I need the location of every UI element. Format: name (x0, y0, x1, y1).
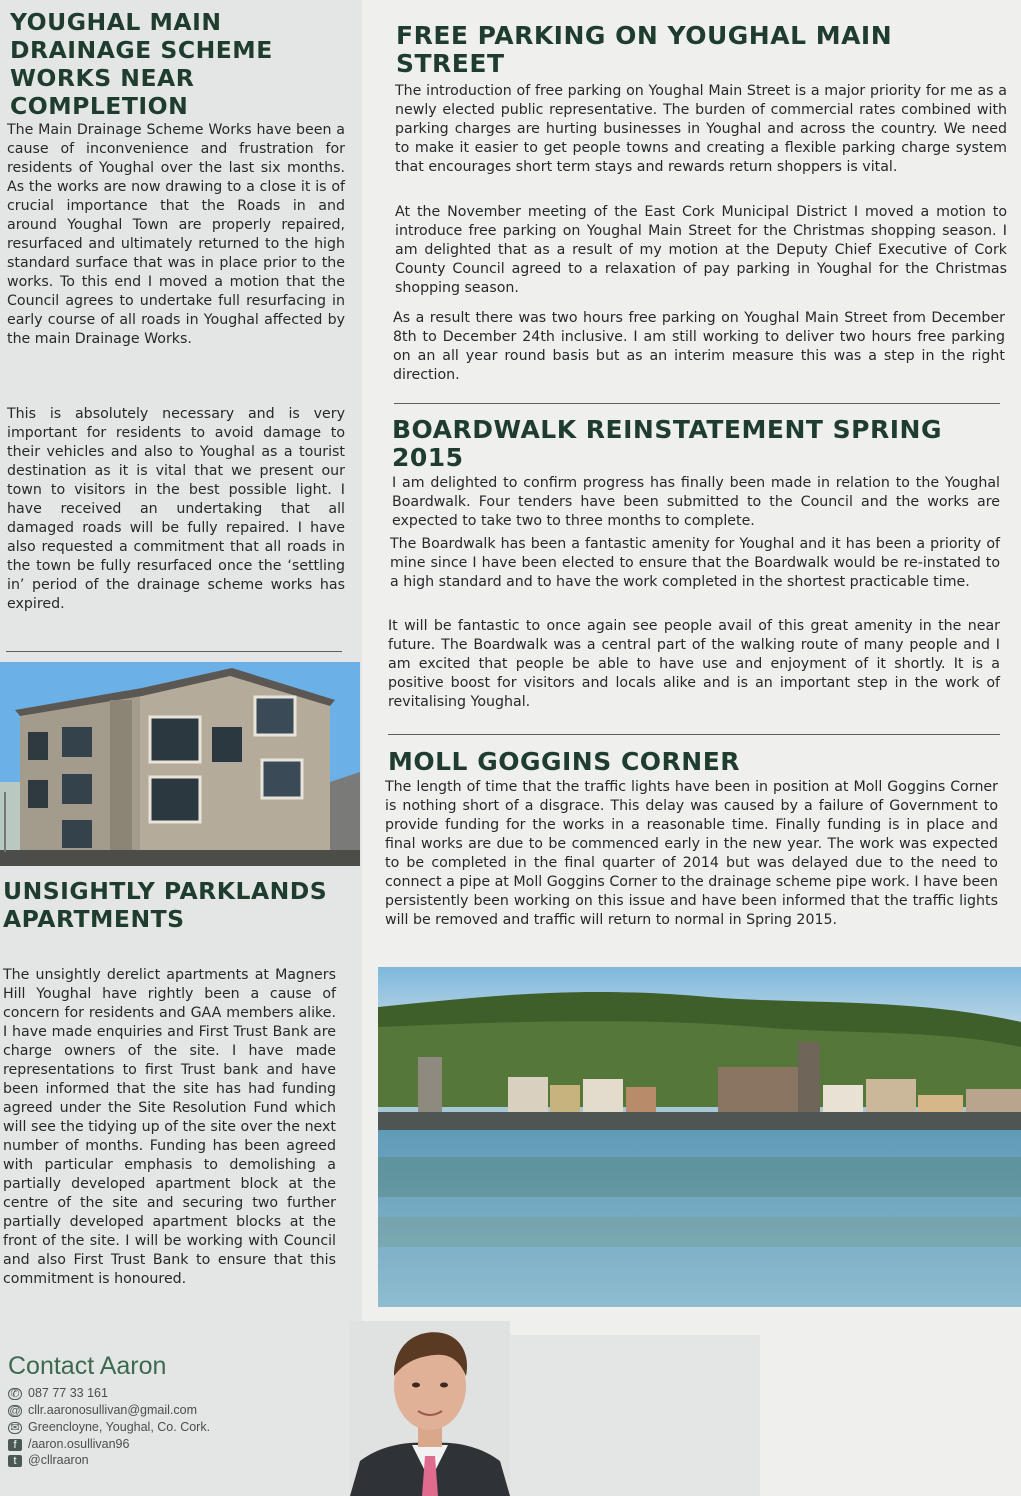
contact-twitter-text: @cllraaron (28, 1453, 89, 1467)
boardwalk-paragraph-1: I am delighted to confirm progress has finally been made in relation to the Youghal Boardwalk. Four tenders have been submitted to the Council and the works are expected to take two to three months to complete. (392, 475, 1000, 529)
parking-paragraph-3: As a result there was two hours free parking on Youghal Main Street from December 8th to December 24th inclusive. I am still working to deliver two hours free parking on an all year round basis but as an interim measure this was a step in the right direction. (393, 310, 1005, 383)
phone-icon: ✆ (8, 1388, 22, 1400)
envelope-icon: ✉ (8, 1422, 22, 1434)
contact-address (8, 1420, 210, 1434)
parking-heading: FREE PARKING ON YOUGHAL MAIN STREET (396, 21, 893, 78)
at-icon: @ (9, 1404, 21, 1417)
portrait-illustration (350, 1321, 510, 1496)
facebook-icon: f (8, 1439, 22, 1451)
moll-goggins-heading: MOLL GOGGINS CORNER (388, 747, 741, 776)
divider (394, 403, 1000, 404)
youghal-harbour-photo (378, 967, 1021, 1307)
contact-heading: Contact Aaron (8, 1352, 167, 1380)
drainage-paragraph-2: This is absolutely necessary and is very important for residents to avoid damage to their vehicles and also to Youghal as a tourist destination as it is vital that we present our town to visitors in the best possible light. I have received an undertaking that all damaged roads will be fully repaired. I have also requested a commitment that all roads in the town be fully resurfaced once the ‘settling in’ period of the drainage scheme works has expired. (7, 406, 345, 612)
drainage-paragraph-1: The Main Drainage Scheme Works have been a cause of inconvenience and frustration for residents of Youghal over the last six months. As the works are now drawing to a close it is of crucial importance that the Roads in and around Youghal Town are properly repaired, resurfaced and ultimately returned to the high standard surface that was in place prior to the works. To this end I moved a motion that the Council agrees to undertake full resurfacing in early course of all roads in Youghal affected by the main Drainage Works. (7, 122, 345, 347)
contact-phone-text: 087 77 33 161 (28, 1386, 108, 1400)
contact-email[interactable] (8, 1403, 197, 1417)
boardwalk-paragraph-3: It will be fantastic to once again see people avail of this great amenity in the near future. The Boardwalk was a central part of the walking route of many people and I am excited that people be able to have use and enjoyment of it shortly. It is a positive boost for visitors and locals alike and is an important step in the work of revitalising Youghal. (388, 618, 1000, 710)
youghal-harbour-illustration (378, 967, 1021, 1307)
apartments-illustration (0, 662, 360, 866)
parking-paragraph-1: The introduction of free parking on Youghal Main Street is a major priority for me as a newly elected public representative. The burden of commercial rates combined with parking charges are hurting businesses in Youghal and across the country. We need to make it easier to get people towns and creating a flexible parking charge system that encourages short term stays and rewards return shoppers is vital. (395, 83, 1007, 175)
contact-facebook-text: /aaron.osullivan96 (28, 1437, 130, 1451)
contact-address-text: Greencloyne, Youghal, Co. Cork. (28, 1420, 211, 1434)
parklands-heading: UNSIGHTLY PARKLANDS APARTMENTS (3, 877, 328, 933)
contact-email-text: cllr.aaronosullivan@gmail.com (28, 1403, 198, 1417)
parking-paragraph-2: At the November meeting of the East Cork Municipal District I moved a motion to introduce free parking on Youghal Main Street for the Christmas shopping season. I am delighted that as a result of my motion at the Deputy Chief Executive of Cork County Council agreed to a relaxation of pay parking in Youghal for the Christmas shopping season. (395, 204, 1007, 296)
parklands-paragraph: The unsightly derelict apartments at Magners Hill Youghal have rightly been a cause of concern for residents and GAA members alike. I have made enquiries and First Trust Bank are charge owners of the site. I have made representations to first Trust bank and have been informed that the site has had funding agreed under the Site Resolution Fund which will see the tidying up of the site over the next number of months. Funding has been agreed with particular emphasis to demolishing a partially developed apartment block at the centre of the site and securing two further partially developed apartment blocks at the front of the site. I will be working with Council and also First Trust Bank to ensure that this commitment is honoured. (3, 967, 336, 1287)
apartments-photo (0, 662, 360, 866)
contact-twitter[interactable] (8, 1453, 89, 1467)
contact-phone[interactable] (8, 1386, 108, 1400)
contact-facebook[interactable] (8, 1437, 129, 1451)
divider (388, 734, 1000, 735)
boardwalk-paragraph-2: The Boardwalk has been a fantastic amenity for Youghal and it has been a priority of mine since I have been elected to ensure that the Boardwalk would be re-instated to a high standard and to have the work completed in the shortest practicable time. (390, 536, 1000, 590)
drainage-heading: YOUGHAL MAIN DRAINAGE SCHEME WORKS NEAR COMPLETION (10, 8, 273, 120)
councillor-portrait (350, 1321, 510, 1496)
divider (6, 651, 342, 652)
boardwalk-heading: BOARDWALK REINSTATEMENT SPRING 2015 (392, 415, 942, 472)
twitter-icon: t (8, 1455, 22, 1467)
moll-goggins-paragraph: The length of time that the traffic lights have been in position at Moll Goggins Corner is nothing short of a disgrace. This delay was caused by a failure of Government to provide funding for the works in a reasonable time. Finally funding is in place and final works are due to be commenced early in the new year. The work was expected to be completed in the final quarter of 2014 but was delayed due to the need to connect a pipe at Moll Goggins Corner to the drainage scheme pipe work. I have been persistently been working on this issue and have been informed that the traffic lights will be removed and traffic will return to normal in Spring 2015. (385, 779, 998, 928)
